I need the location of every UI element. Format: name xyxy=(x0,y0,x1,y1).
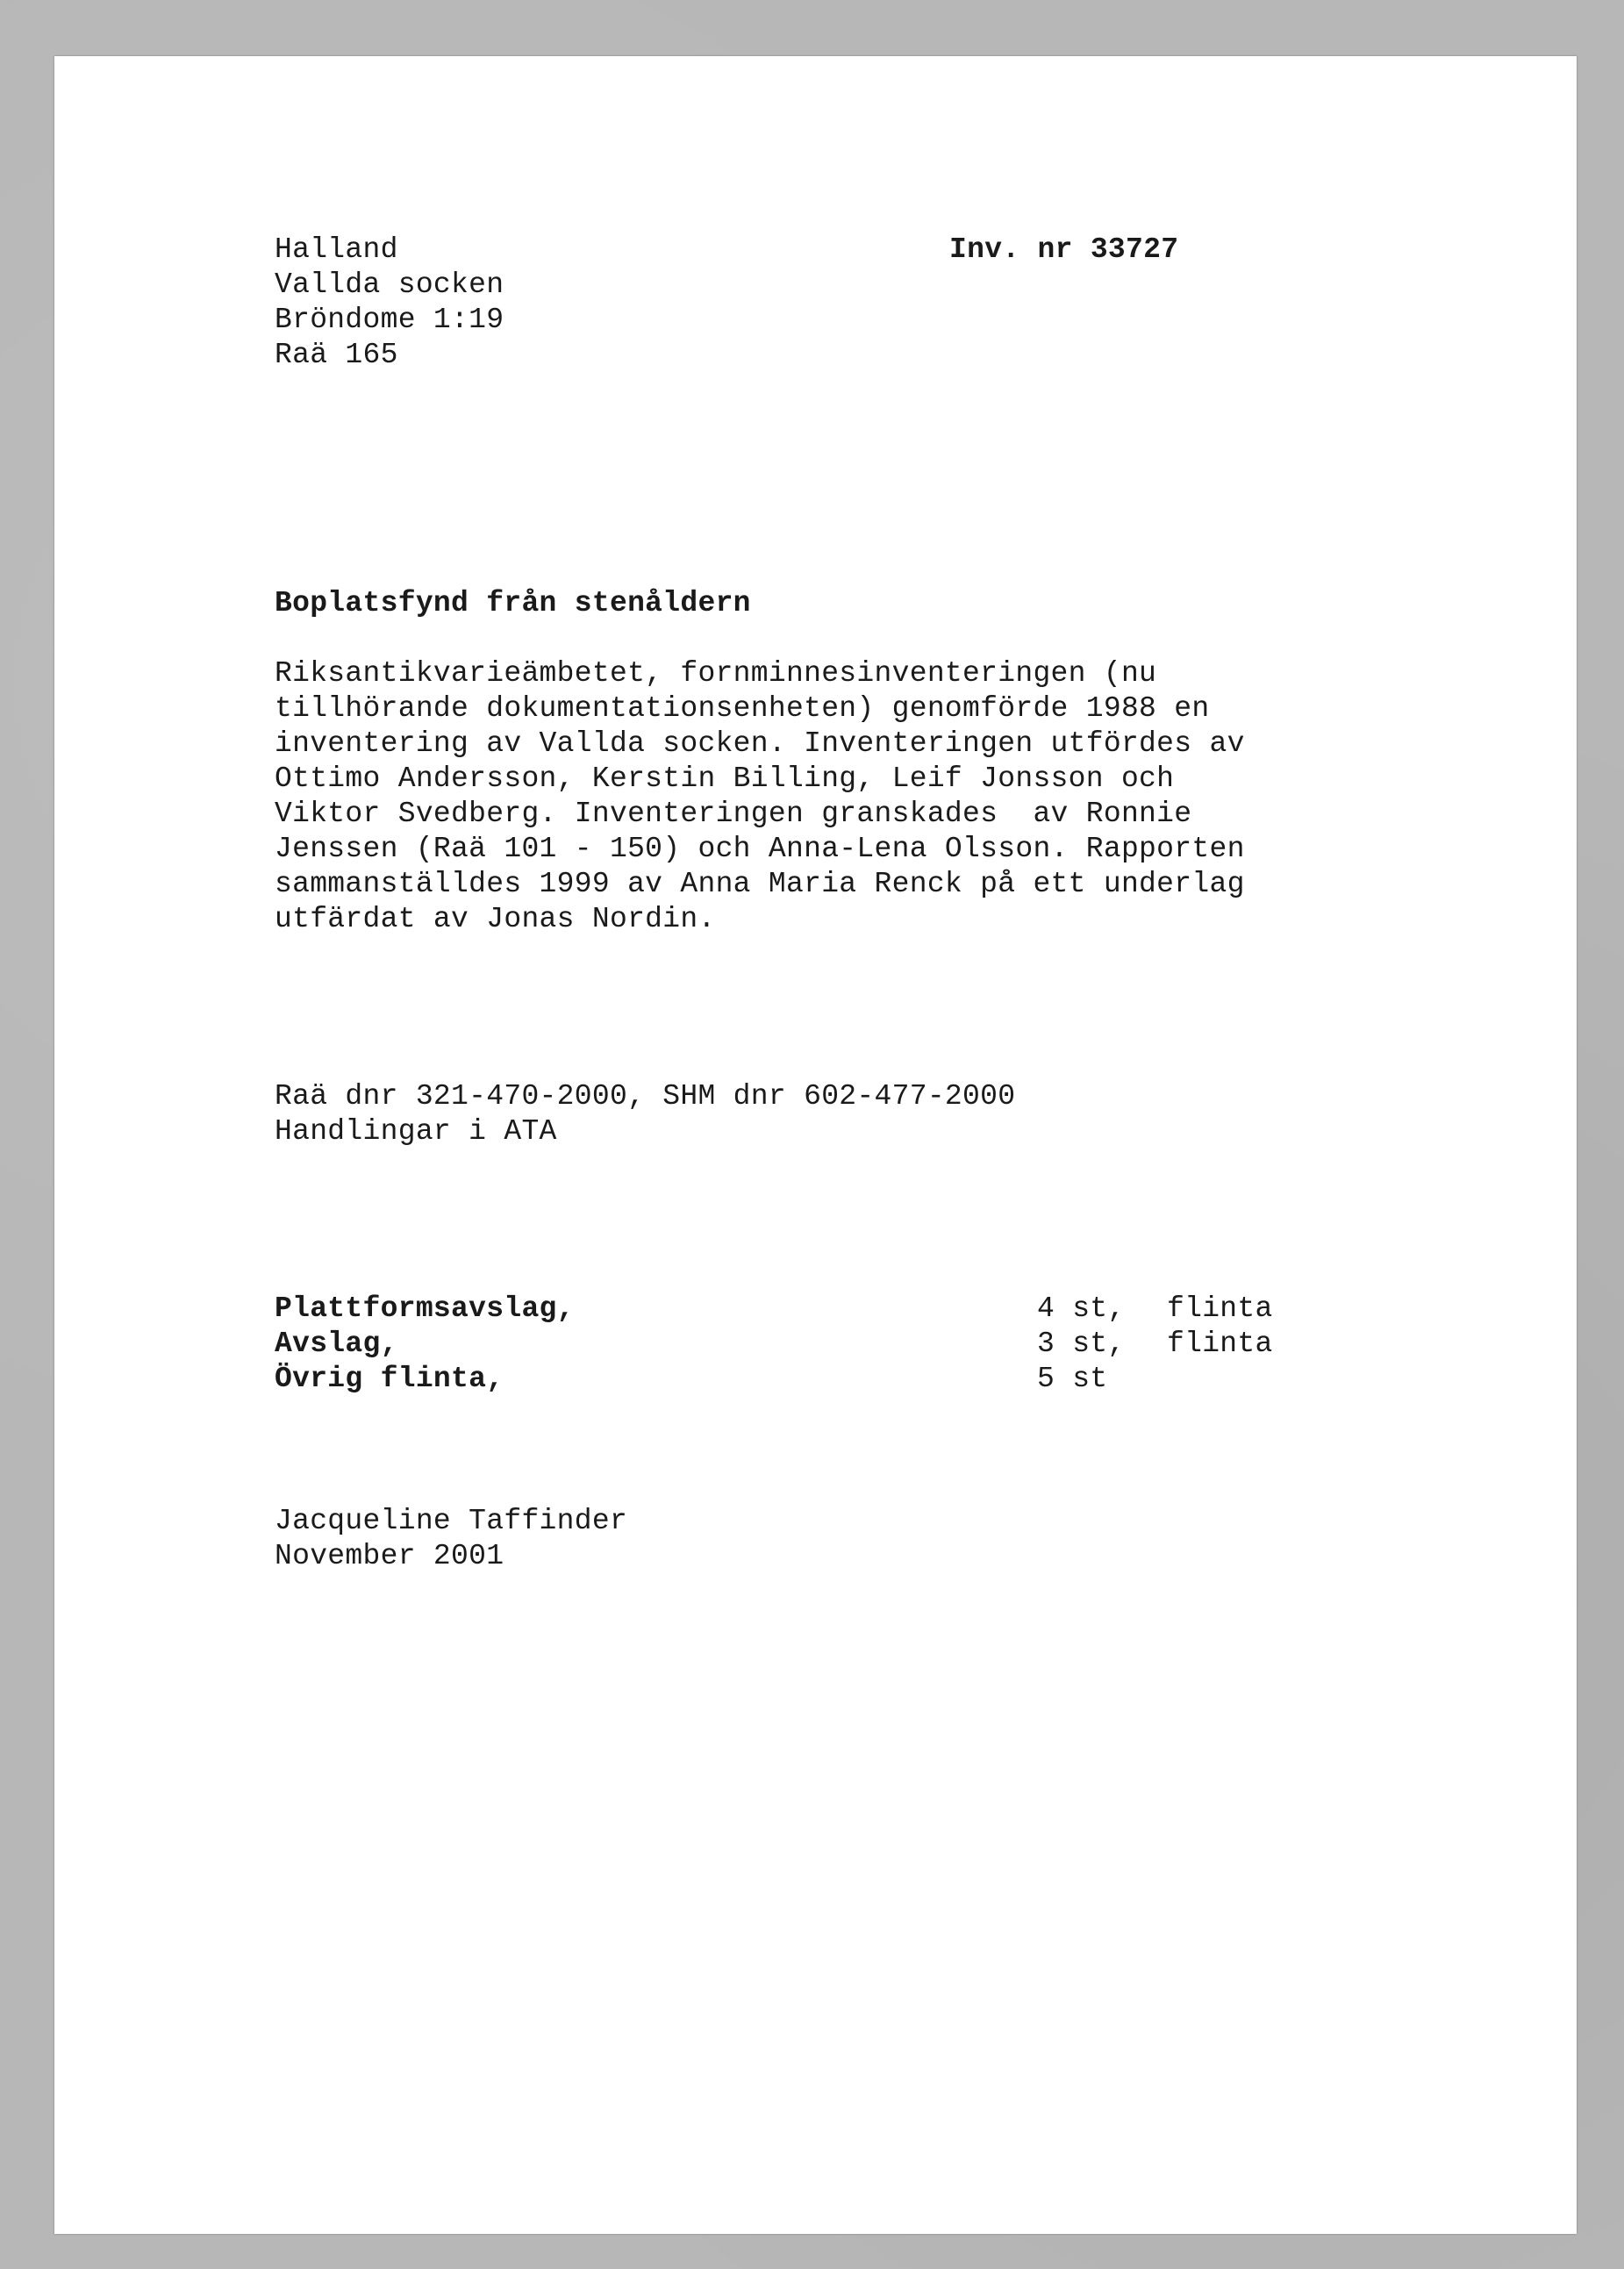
document-title: Boplatsfynd från stenåldern xyxy=(275,587,751,619)
find-quantity: 4 st, xyxy=(1037,1292,1126,1325)
inventory-number: Inv. nr 33727 xyxy=(949,233,1179,266)
paragraph-line: Ottimo Andersson, Kerstin Billing, Leif Jonsson och xyxy=(275,762,1175,795)
find-quantity: 3 st, xyxy=(1037,1328,1126,1360)
paragraph-line: Jenssen (Raä 101 - 150) och Anna-Lena Olsson. Rapporten xyxy=(275,833,1245,865)
paragraph-line: sammanställdes 1999 av Anna Maria Renck på ett underlag xyxy=(275,868,1245,900)
find-label: Övrig flinta, xyxy=(275,1363,504,1395)
find-quantity: 5 st xyxy=(1037,1363,1108,1395)
find-material: flinta xyxy=(1167,1328,1273,1360)
find-label: Avslag, xyxy=(275,1328,398,1360)
find-label: Plattformsavslag, xyxy=(275,1292,575,1325)
location-raa-number: Raä 165 xyxy=(275,339,398,371)
paragraph-line: tillhörande dokumentationsenheten) genomförde 1988 en xyxy=(275,692,1210,725)
find-material: flinta xyxy=(1167,1292,1273,1325)
location-county: Halland xyxy=(275,233,398,266)
paragraph-line: utfärdat av Jonas Nordin. xyxy=(275,903,716,935)
location-parish: Vallda socken xyxy=(275,268,504,301)
signature-date: November 2001 xyxy=(275,1540,504,1572)
registry-dnr: Raä dnr 321-470-2000, SHM dnr 602-477-2000 xyxy=(275,1080,1016,1113)
paragraph-line: Viktor Svedberg. Inventeringen granskades av Ronnie xyxy=(275,798,1192,830)
paragraph-line: Riksantikvarieämbetet, fornminnesinventeringen (nu xyxy=(275,657,1157,690)
paragraph-line: inventering av Vallda socken. Inventeringen utfördes av xyxy=(275,727,1245,760)
registry-archive: Handlingar i ATA xyxy=(275,1115,557,1148)
location-property: Bröndome 1:19 xyxy=(275,304,504,336)
signature-name: Jacqueline Taffinder xyxy=(275,1505,628,1537)
